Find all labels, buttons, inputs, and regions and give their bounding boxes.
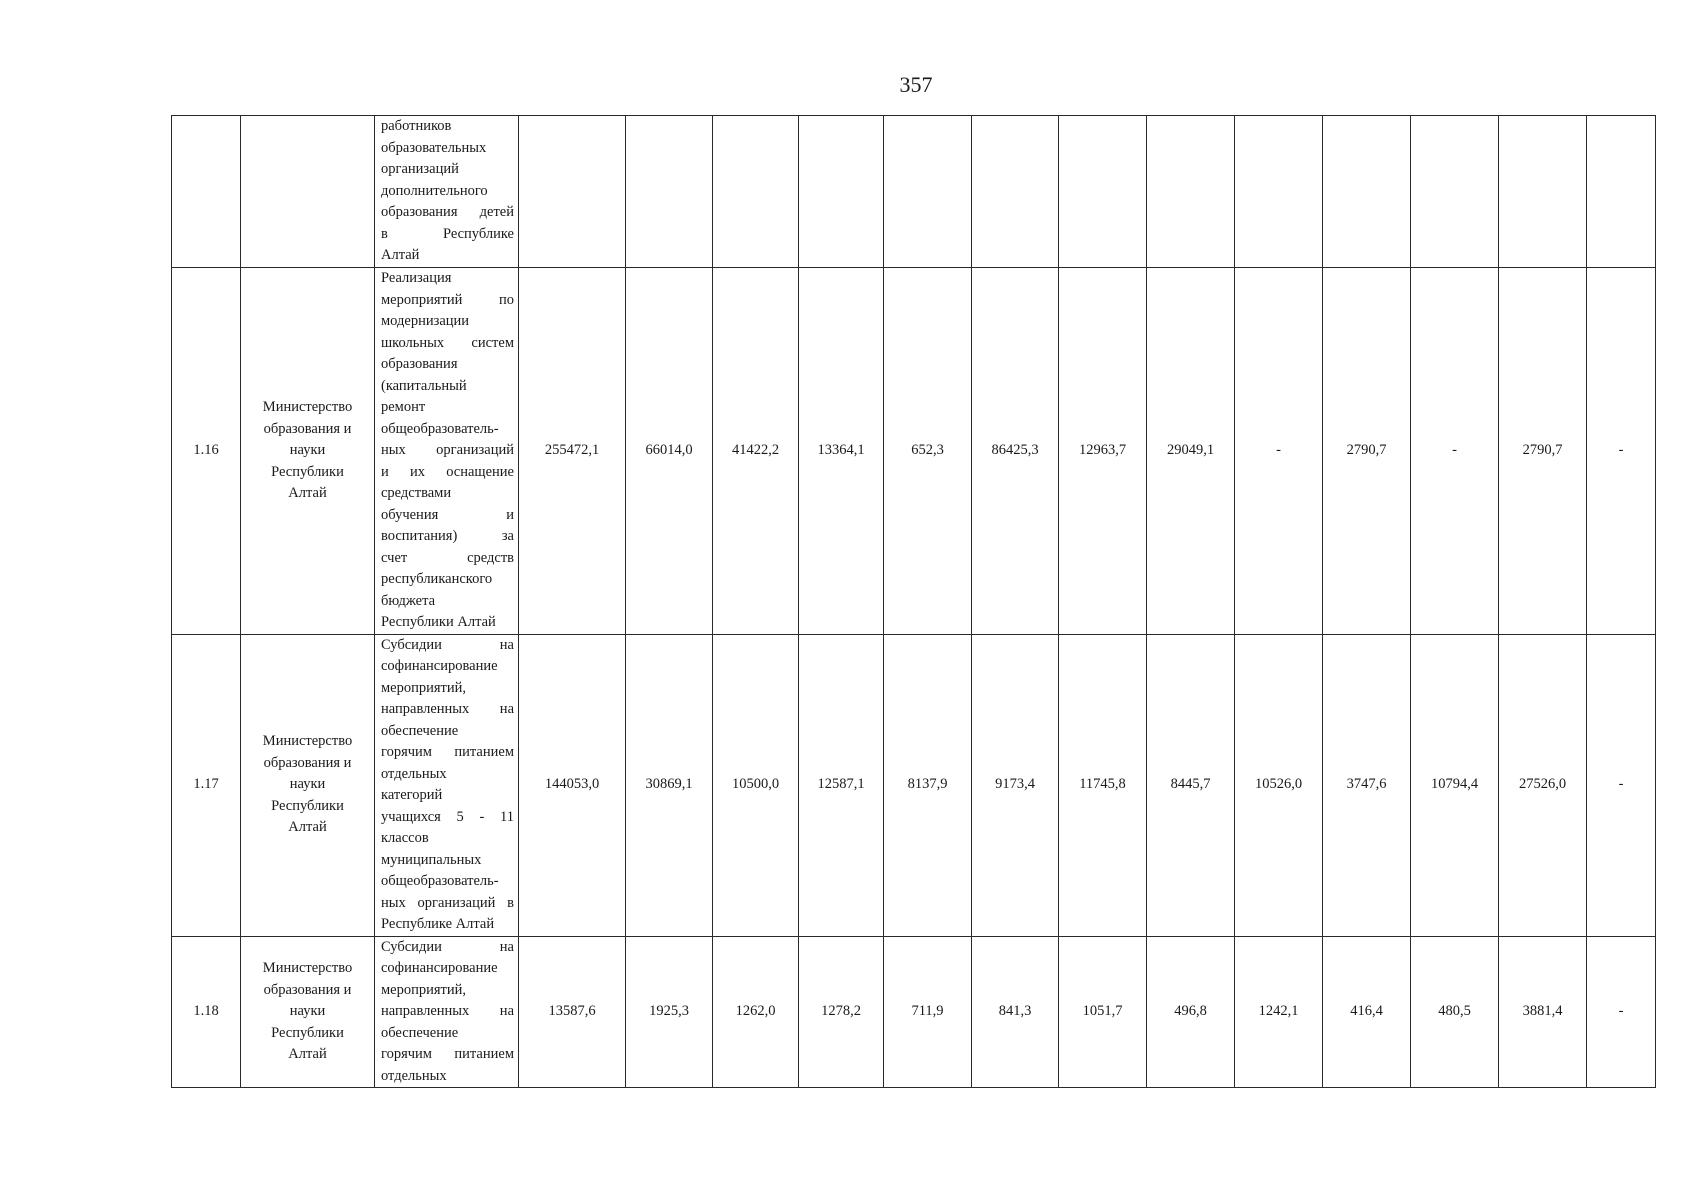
- value-cell: -: [1587, 936, 1656, 1088]
- value-cell: [884, 116, 972, 268]
- description-line: горячим питанием: [381, 1046, 514, 1062]
- description-line: обеспечение: [381, 722, 459, 739]
- value-cell: [519, 116, 626, 268]
- description-line: софинансирование: [381, 658, 498, 674]
- value-cell: 255472,1: [519, 268, 626, 635]
- executor-line: Министерство: [262, 960, 353, 976]
- value-cell: -: [1587, 634, 1656, 936]
- value-cell: 86425,3: [972, 268, 1059, 635]
- value-cell: [626, 116, 713, 268]
- executor-line: образования и: [263, 754, 352, 771]
- value-cell: 144053,0: [519, 634, 626, 936]
- description-line: (капитальный: [381, 377, 467, 394]
- description-line: в Республике: [381, 225, 514, 242]
- description-line: муниципальных: [381, 851, 482, 868]
- description-line: направленных на: [381, 1003, 514, 1019]
- description-line: категорий: [381, 787, 443, 803]
- value-cell: 8445,7: [1147, 634, 1235, 936]
- executor-line: образования и: [263, 420, 352, 437]
- description-line: Республике Алтай: [381, 916, 495, 932]
- value-cell: 416,4: [1323, 936, 1411, 1088]
- row-number-cell: 1.18: [172, 936, 241, 1088]
- value-cell: [972, 116, 1059, 268]
- description-line: общеобразователь-: [381, 420, 499, 437]
- value-cell: [1235, 116, 1323, 268]
- value-cell: 12587,1: [799, 634, 884, 936]
- value-cell: [1059, 116, 1147, 268]
- budget-table: [171, 115, 1656, 1088]
- executor-cell: [241, 116, 375, 268]
- executor-line: науки: [289, 442, 326, 458]
- description-line: общеобразователь-: [381, 873, 499, 889]
- description-line: ных организаций: [381, 442, 514, 458]
- description-line: дополнительного: [381, 182, 488, 199]
- value-cell: 1242,1: [1235, 936, 1323, 1088]
- value-cell: 13587,6: [519, 936, 626, 1088]
- table-row: [172, 268, 1656, 635]
- row-number-cell: 1.17: [172, 634, 241, 936]
- description-line: отдельных: [381, 1067, 447, 1084]
- description-line: школьных систем: [381, 334, 514, 351]
- value-cell: 711,9: [884, 936, 972, 1088]
- description-line: модернизации: [381, 313, 470, 329]
- description-line: республиканского: [381, 571, 493, 587]
- executor-line: Алтай: [288, 1046, 327, 1062]
- value-cell: 3747,6: [1323, 634, 1411, 936]
- description-line: ремонт: [381, 399, 426, 415]
- value-cell: 2790,7: [1499, 268, 1587, 635]
- value-cell: -: [1411, 268, 1499, 635]
- value-cell: 66014,0: [626, 268, 713, 635]
- value-cell: [1323, 116, 1411, 268]
- description-line: счет средств: [381, 549, 514, 566]
- page-number: 357: [899, 72, 933, 97]
- description-line: образования: [381, 356, 458, 372]
- row-number-cell: [172, 116, 241, 268]
- table-body: [172, 116, 1656, 1088]
- value-cell: 10500,0: [713, 634, 799, 936]
- value-cell: 480,5: [1411, 936, 1499, 1088]
- description-line: образовательных: [381, 139, 487, 156]
- description-line: работников: [381, 118, 452, 134]
- description-line: ных организаций в: [381, 894, 514, 911]
- description-line: обеспечение: [381, 1024, 459, 1041]
- value-cell: 1051,7: [1059, 936, 1147, 1088]
- description-line: организаций: [381, 161, 459, 177]
- value-cell: [1499, 116, 1587, 268]
- description-line: средствами: [381, 485, 452, 501]
- description-line: Субсидии на: [381, 938, 514, 955]
- table-row: [172, 116, 1656, 268]
- description-line: отдельных: [381, 765, 447, 782]
- value-cell: [713, 116, 799, 268]
- description-cell: [375, 936, 519, 1088]
- value-cell: 1278,2: [799, 936, 884, 1088]
- value-cell: 3881,4: [1499, 936, 1587, 1088]
- executor-line: Министерство: [262, 399, 353, 415]
- executor-line: образования и: [263, 981, 352, 998]
- description-line: направленных на: [381, 701, 514, 717]
- description-line: Субсидии на: [381, 636, 514, 653]
- description-line: и их оснащение: [381, 463, 514, 480]
- description-line: горячим питанием: [381, 744, 514, 760]
- description-cell: [375, 634, 519, 936]
- table-row: [172, 936, 1656, 1088]
- value-cell: 8137,9: [884, 634, 972, 936]
- value-cell: 496,8: [1147, 936, 1235, 1088]
- value-cell: 1925,3: [626, 936, 713, 1088]
- value-cell: [1411, 116, 1499, 268]
- value-cell: -: [1235, 268, 1323, 635]
- description-line: образования детей: [381, 204, 514, 220]
- value-cell: 27526,0: [1499, 634, 1587, 936]
- executor-cell: [241, 634, 375, 936]
- value-cell: 41422,2: [713, 268, 799, 635]
- value-cell: 10794,4: [1411, 634, 1499, 936]
- executor-line: Республики: [271, 463, 344, 480]
- value-cell: 841,3: [972, 936, 1059, 1088]
- description-line: обучения и: [381, 506, 514, 523]
- description-line: Республики Алтай: [381, 614, 496, 630]
- value-cell: [1147, 116, 1235, 268]
- value-cell: 29049,1: [1147, 268, 1235, 635]
- executor-line: Республики: [271, 797, 344, 814]
- value-cell: 10526,0: [1235, 634, 1323, 936]
- executor-cell: [241, 268, 375, 635]
- description-cell: [375, 116, 519, 268]
- executor-line: Министерство: [262, 733, 353, 750]
- executor-line: Республики: [271, 1024, 344, 1041]
- executor-cell: [241, 936, 375, 1088]
- value-cell: 11745,8: [1059, 634, 1147, 936]
- description-line: классов: [381, 830, 429, 846]
- description-line: Алтай: [381, 247, 420, 263]
- value-cell: 13364,1: [799, 268, 884, 635]
- description-line: учащихся 5 - 11: [381, 808, 514, 825]
- row-number-cell: 1.16: [172, 268, 241, 635]
- description-line: бюджета: [381, 592, 436, 609]
- value-cell: [1587, 116, 1656, 268]
- executor-line: Алтай: [288, 819, 327, 836]
- executor-line: науки: [289, 776, 326, 793]
- value-cell: 1262,0: [713, 936, 799, 1088]
- description-line: воспитания) за: [381, 528, 514, 544]
- description-cell: [375, 268, 519, 635]
- description-line: мероприятий по: [381, 291, 514, 308]
- value-cell: 9173,4: [972, 634, 1059, 936]
- executor-line: науки: [289, 1003, 326, 1019]
- value-cell: 12963,7: [1059, 268, 1147, 635]
- value-cell: 2790,7: [1323, 268, 1411, 635]
- executor-line: Алтай: [288, 485, 327, 501]
- table-row: [172, 634, 1656, 936]
- description-line: Реализация: [381, 270, 452, 286]
- description-line: софинансирование: [381, 960, 498, 976]
- value-cell: -: [1587, 268, 1656, 635]
- value-cell: 652,3: [884, 268, 972, 635]
- description-line: мероприятий,: [381, 981, 467, 998]
- description-line: мероприятий,: [381, 679, 467, 696]
- value-cell: [799, 116, 884, 268]
- value-cell: 30869,1: [626, 634, 713, 936]
